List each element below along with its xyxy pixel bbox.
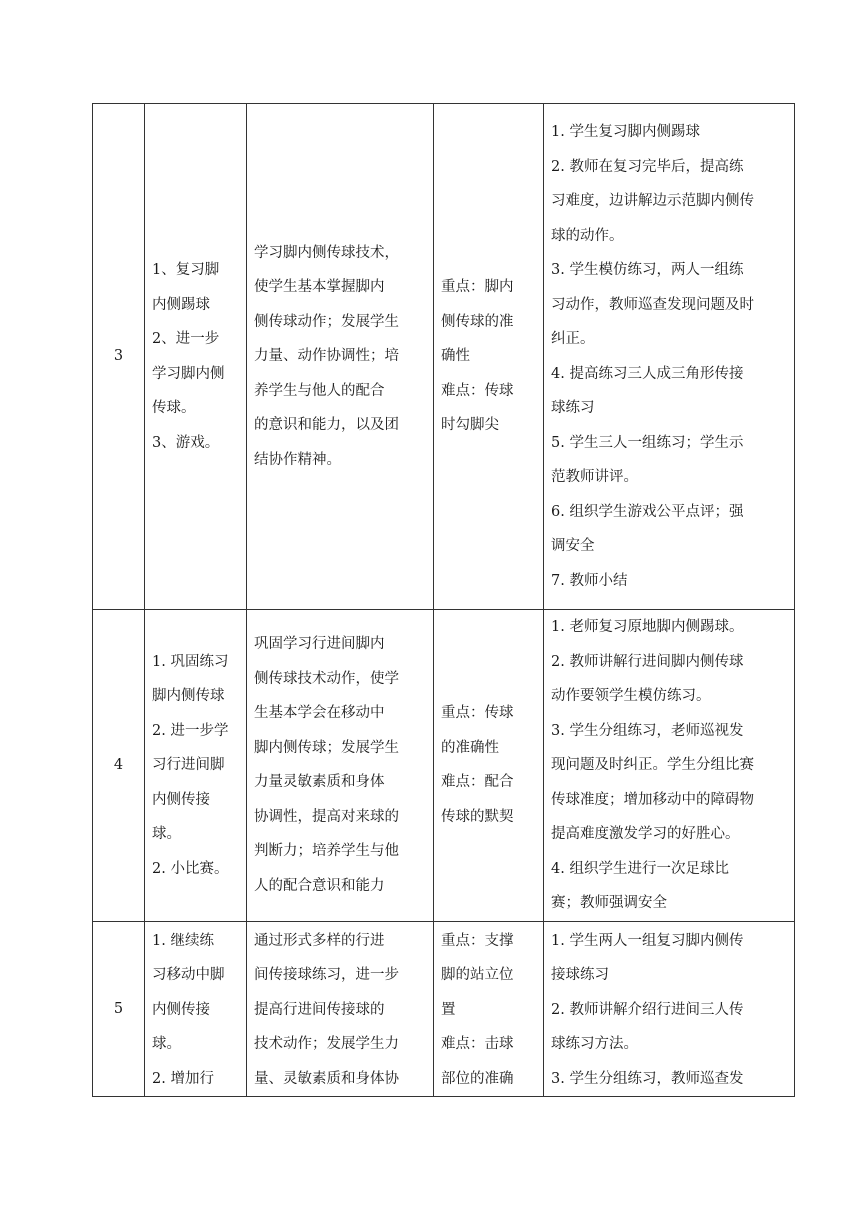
goals-line: 结协作精神。 [254,451,341,468]
lesson-content-cell [145,104,247,610]
process-line: 现问题及时纠正。学生分组比赛 [551,757,754,773]
key-points-line: 的准确性 [441,739,499,756]
key-points-line: 部位的准确 [441,1070,514,1087]
lesson-number: 3 [113,348,124,365]
content-line: 2. 增加行 [152,1070,214,1087]
process-line: 2. 教师讲解介绍行进间三人传 [551,1001,744,1018]
goals-line: 协调性，提高对来球的 [254,808,399,825]
goals-line: 学习脚内侧传球技术， [254,244,399,261]
goals-line: 人的配合意识和能力 [254,877,385,894]
process-line: 范教师讲评。 [551,469,638,485]
process-line: 3. 学生分组练习，老师巡视发 [551,722,744,739]
process-line: 球练习 [551,400,595,416]
content-line: 1. 继续练 [152,932,214,949]
process-line: 3. 学生模仿练习，两人一组练 [551,262,744,278]
goals-line: 提高行进间传接球的 [254,1001,385,1018]
process-line: 提高难度激发学习的好胜心。 [551,826,740,842]
table-row [93,921,795,1097]
goals-line: 力量灵敏素质和身体 [254,774,385,791]
process-line: 动作要领学生模仿练习。 [551,688,711,704]
process-line: 2. 教师在复习完毕后，提高练 [551,158,744,175]
process-line: 习动作，教师巡查发现问题及时 [551,296,754,313]
key-points-line: 难点：配合 [441,774,514,791]
process-line: 球练习方法。 [551,1036,638,1052]
content-line: 球。 [152,1036,181,1052]
process-line: 7. 教师小结 [551,572,628,589]
key-points-line: 脚的站立位 [441,967,514,983]
content-line: 传球。 [152,400,196,416]
process-line: 赛；教师强调安全 [551,895,667,911]
lesson-number: 5 [113,1000,124,1017]
key-points-line: 时勾脚尖 [441,417,499,434]
lesson-number: 4 [113,757,124,773]
goals-line: 通过形式多样的行进 [254,932,385,949]
content-line: 习移动中脚 [152,967,225,983]
process-line: 5. 学生三人一组练习；学生示 [551,434,744,451]
content-line: 球。 [152,826,181,842]
goals-line: 侧传球技术动作，使学 [254,670,399,687]
lesson-content-cell [145,610,247,922]
process-line: 调安全 [551,538,595,554]
goals-line: 养学生与他人的配合 [254,382,385,399]
process-line: 习难度，边讲解边示范脚内侧传 [551,193,754,209]
lesson-goals-cell [247,104,434,610]
process-line: 纠正。 [551,331,595,347]
goals-line: 脚内侧传球；发展学生 [254,739,399,756]
table-row [93,104,795,610]
process-line: 4. 提高练习三人成三角形传接 [551,365,744,382]
lesson-number-cell [93,921,145,1097]
content-line: 内侧传接 [152,791,210,808]
process-line: 接球练习 [551,967,609,983]
process-line: 球的动作。 [551,227,624,244]
content-line: 3、游戏。 [152,434,220,451]
goals-line: 判断力；培养学生与他 [254,843,399,860]
key-points-line: 确性 [441,348,470,365]
content-line: 脚内侧传球 [152,688,225,704]
content-line: 1、复习脚 [152,262,220,278]
key-points-line: 重点：支撑 [441,932,514,949]
content-line: 内侧踢球 [152,296,210,313]
goals-line: 量、灵敏素质和身体协 [254,1070,399,1087]
goals-line: 的意识和能力，以及团 [254,417,399,434]
process-line: 6. 组织学生游戏公平点评；强 [551,503,744,520]
goals-line: 侧传球动作；发展学生 [254,313,399,330]
goals-line: 巩固学习行进间脚内 [254,636,385,653]
key-points-line: 传球的默契 [441,808,514,825]
key-points-line: 难点：传球 [441,382,514,399]
lesson-content-cell [145,921,247,1097]
key-points-cell [434,610,544,922]
teaching-process-cell [544,104,795,610]
teaching-process-cell [544,610,795,922]
lesson-goals-cell [247,610,434,922]
content-line: 2. 小比赛。 [152,860,229,877]
process-line: 1. 学生两人一组复习脚内侧传 [551,932,744,949]
content-line: 2、进一步 [152,331,220,347]
key-points-line: 重点：传球 [441,705,514,722]
table-row [93,610,795,922]
lesson-number-cell [93,104,145,610]
lesson-goals-cell [247,921,434,1097]
content-line: 内侧传接 [152,1001,210,1018]
key-points-cell [434,921,544,1097]
goals-line: 力量、动作协调性；培 [254,348,399,365]
content-line: 习行进间脚 [152,757,225,773]
process-line: 2. 教师讲解行进间脚内侧传球 [551,653,744,670]
goals-line: 生基本学会在移动中 [254,705,385,722]
process-line: 1. 老师复习原地脚内侧踢球。 [551,619,744,635]
process-line: 传球准度；增加移动中的障碍物 [551,791,754,808]
process-line: 3. 学生分组练习，教师巡查发 [551,1070,744,1087]
teaching-process-cell [544,921,795,1097]
goals-line: 使学生基本掌握脚内 [254,279,385,296]
key-points-line: 侧传球的准 [441,313,514,330]
content-line: 1. 巩固练习 [152,653,229,670]
key-points-line: 难点：击球 [441,1036,514,1052]
lesson-number-cell [93,610,145,922]
key-points-cell [434,104,544,610]
key-points-line: 置 [441,1001,456,1018]
key-points-line: 重点：脚内 [441,279,514,296]
goals-line: 技术动作；发展学生力 [254,1036,399,1052]
process-line: 1. 学生复习脚内侧踢球 [551,124,700,140]
lesson-plan-table [92,103,795,1097]
goals-line: 间传接球练习，进一步 [254,967,399,983]
content-line: 学习脚内侧 [152,365,225,382]
process-line: 4. 组织学生进行一次足球比 [551,860,729,877]
content-line: 2. 进一步学 [152,722,229,739]
